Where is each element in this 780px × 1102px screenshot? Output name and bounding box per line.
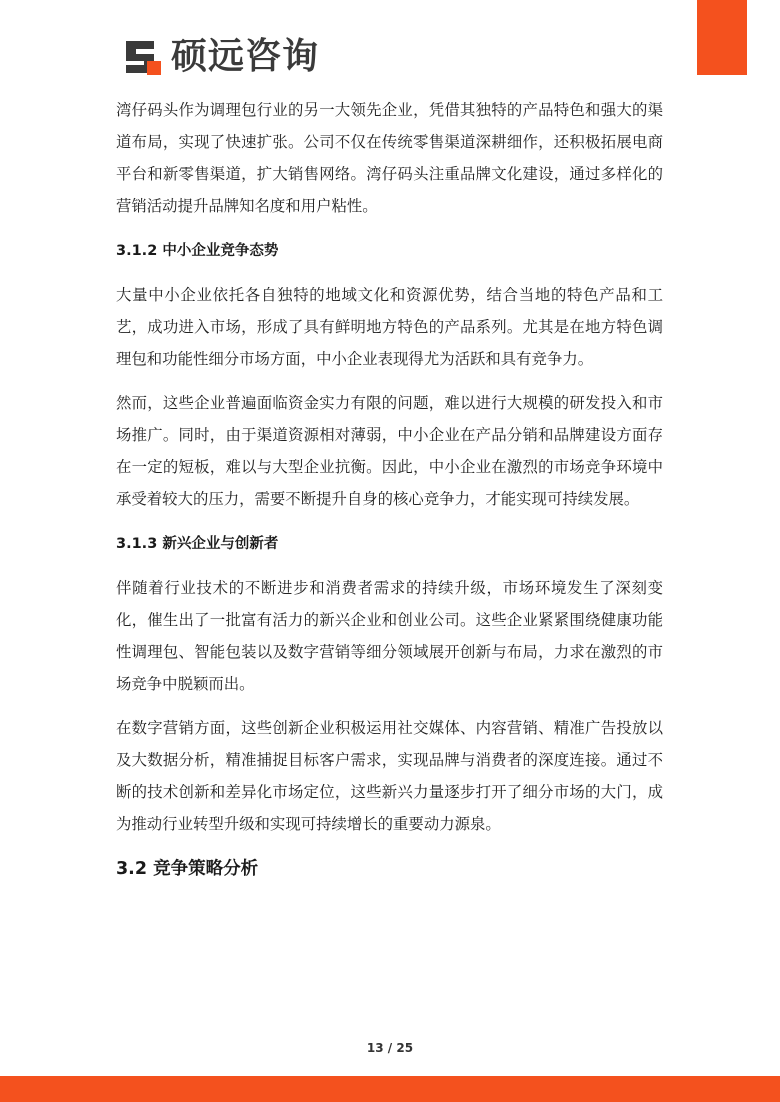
brand-logo (123, 37, 319, 77)
section-heading-3-2: 3.2 竞争策略分析 (116, 859, 259, 879)
document-body (116, 94, 663, 885)
section-heading-3-1-3: 3.1.3 新兴企业与创新者 (116, 536, 279, 552)
paragraph-3-1-2-2: 然而，这些企业普遍面临资金实力有限的问题，难以进行大规模的研发投入和市场推广。同时，由于渠道资源相对薄弱，中小企业在产品分销和品牌建设方面存在一定的短板，难以与大型企业抗衡。因此，中小企业在激烈的市场竞争环境中承受着较大的压力，需要不断提升自身的核心竞争力，才能实现可持续发展。 (116, 394, 663, 508)
paragraph-3-1-3-1: 伴随着行业技术的不断进步和消费者需求的持续升级，市场环境发生了深刻变化，催生出了一批富有活力的新兴企业和创业公司。这些企业紧紧围绕健康功能性调理包、智能包装以及数字营销等细分领域展开创新与布局，力求在激烈的市场竞争中脱颖而出。 (116, 579, 663, 693)
paragraph-intro: 湾仔码头作为调理包行业的另一大领先企业，凭借其独特的产品特色和强大的渠道布局，实现了快速扩张。公司不仅在传统零售渠道深耕细作，还积极拓展电商平台和新零售渠道，扩大销售网络。湾仔码头注重品牌文化建设，通过多样化的营销活动提升品牌知名度和用户粘性。 (116, 101, 663, 215)
corner-accent-block (697, 0, 747, 75)
page-number: 13 / 25 (366, 1041, 414, 1055)
paragraph-3-1-3-2: 在数字营销方面，这些创新企业积极运用社交媒体、内容营销、精准广告投放以及大数据分析，精准捕捉目标客户需求，实现品牌与消费者的深度连接。通过不断的技术创新和差异化市场定位，这些新兴力量逐步打开了细分市场的大门，成为推动行业转型升级和实现可持续增长的重要动力源泉。 (116, 719, 663, 833)
section-heading-3-1-2: 3.1.2 中小企业竞争态势 (116, 243, 279, 259)
paragraph-3-1-2-1: 大量中小企业依托各自独特的地域文化和资源优势，结合当地的特色产品和工艺，成功进入市场，形成了具有鲜明地方特色的产品系列。尤其是在地方特色调理包和功能性细分市场方面，中小企业表现得尤为活跃和具有竞争力。 (116, 286, 663, 368)
footer-accent-bar (0, 1076, 780, 1102)
brand-logo-icon (123, 37, 163, 77)
brand-name: 硕远咨询 (171, 36, 320, 77)
